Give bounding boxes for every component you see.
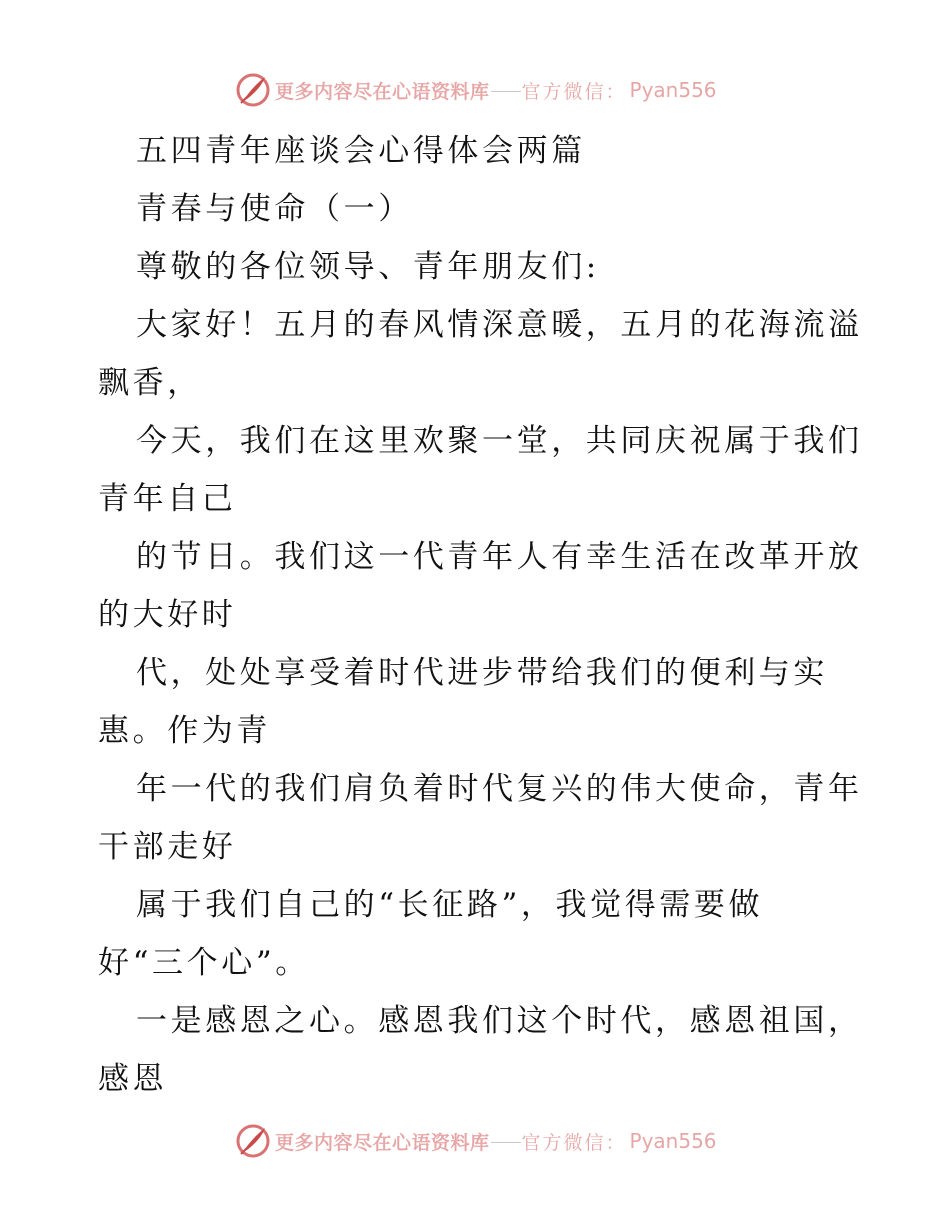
watermark-dash <box>491 1142 521 1143</box>
watermark-main-text: 更多内容尽在心语资料库 <box>275 80 490 103</box>
watermark-dash <box>491 91 521 92</box>
watermark-main-text: 更多内容尽在心语资料库 <box>275 1131 490 1154</box>
paragraph-line: 年一代的我们肩负着时代复兴的伟大使命，青年 <box>136 771 863 807</box>
paragraph-line: 感恩 <box>98 1061 168 1097</box>
document-salutation: 尊敬的各位领导、青年朋友们: <box>136 249 600 285</box>
watermark-sub-text: 官方微信： <box>521 1131 627 1154</box>
paragraph-line: 青年自己 <box>98 481 237 517</box>
document-subtitle: 青春与使命（一） <box>136 191 413 227</box>
footer-watermark <box>235 1121 717 1161</box>
paragraph-line: 代，处处享受着时代进步带给我们的便利与实 <box>136 655 828 691</box>
paragraph-line: 好“三个心”。 <box>98 945 310 981</box>
paragraph-line: 的节日。我们这一代青年人有幸生活在改革开放 <box>136 539 863 575</box>
watermark-wechat-id: Pyan556 <box>629 1129 717 1153</box>
paragraph-line: 飘香， <box>98 365 202 401</box>
watermark-wechat-id: Pyan556 <box>629 78 717 102</box>
paragraph-line: 大家好！五月的春风情深意暖，五月的花海流溢 <box>136 307 863 343</box>
paragraph-line: 属于我们自己的“长征路”，我觉得需要做 <box>136 887 764 923</box>
quill-pen-logo-icon <box>235 1123 271 1159</box>
document-title: 五四青年座谈会心得体会两篇 <box>136 133 586 169</box>
document-body <box>98 122 863 1108</box>
paragraph-line: 干部走好 <box>98 829 237 865</box>
quill-pen-logo-icon <box>235 72 271 108</box>
header-watermark <box>235 70 717 110</box>
paragraph-line: 一是感恩之心。感恩我们这个时代，感恩祖国， <box>136 1003 863 1039</box>
paragraph-line: 惠。作为青 <box>98 713 271 749</box>
paragraph-line: 的大好时 <box>98 597 237 633</box>
watermark-sub-text: 官方微信： <box>521 80 627 103</box>
paragraph-line: 今天，我们在这里欢聚一堂，共同庆祝属于我们 <box>136 423 863 459</box>
